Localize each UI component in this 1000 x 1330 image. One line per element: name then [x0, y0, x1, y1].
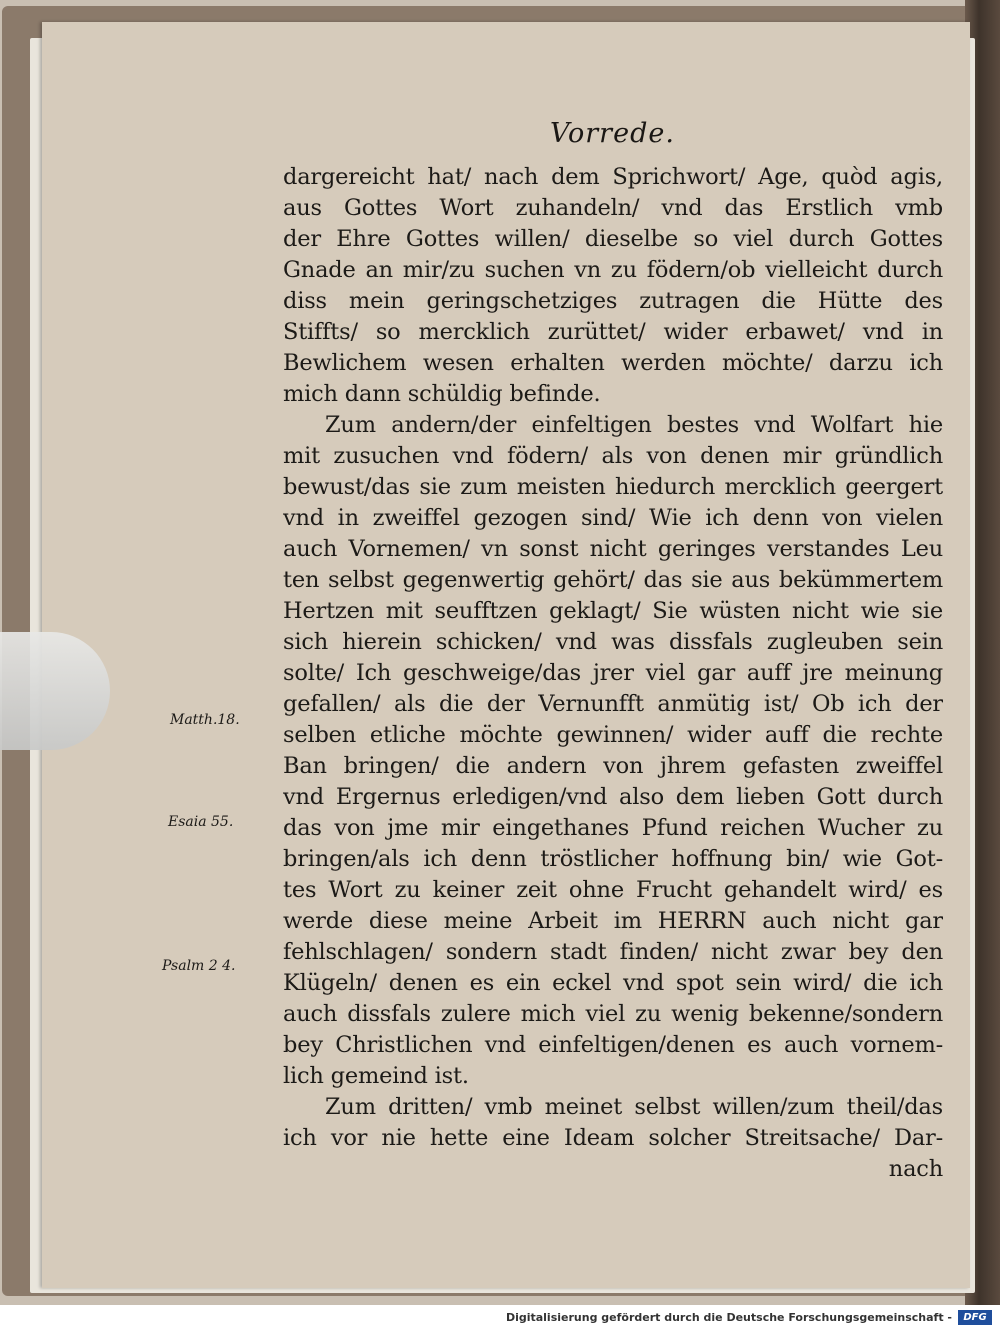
- text-line: dargereicht hat/ nach dem Sprichwort/ Age, quòd agis,: [283, 164, 943, 190]
- text-line: auch dissfals zulere mich viel zu wenig bekenne/sondern: [283, 1001, 943, 1027]
- text-line: vnd in zweiffel gezogen sind/ Wie ich denn von vielen: [283, 505, 943, 531]
- text-line: tes Wort zu keiner zeit ohne Frucht gehandelt wird/ es: [283, 877, 943, 903]
- text-line: werde diese meine Arbeit im HERRN auch nicht gar: [283, 908, 943, 934]
- text-line: der Ehre Gottes willen/ dieselbe so viel durch Gottes: [283, 226, 943, 252]
- text-line: aus Gottes Wort zuhandeln/ vnd das Erstlich vmb: [283, 195, 943, 221]
- text-line: Klügeln/ denen es ein eckel vnd spot sein wird/ die ich: [283, 970, 943, 996]
- text-block: [283, 162, 943, 1185]
- text-line: mit zusuchen vnd födern/ als von denen mir gründlich: [283, 443, 943, 469]
- margin-note-matthew: Matth.18.: [170, 712, 240, 728]
- text-line: ten selbst gegenwertig gehört/ das sie aus bekümmertem: [283, 567, 943, 593]
- text-line: mich dann schüldig befinde.: [283, 381, 601, 407]
- text-line: Ban bringen/ die andern von jhrem gefasten zweiffel: [283, 753, 943, 779]
- text-line: fehlschlagen/ sondern stadt finden/ nicht zwar bey den: [283, 939, 943, 965]
- text-line: gefallen/ als die der Vernunfft anmütig ist/ Ob ich der: [283, 691, 943, 717]
- margin-note-psalm: Psalm 2 4.: [162, 958, 236, 974]
- text-line: Stiffts/ so mercklich zurüttet/ wider erbawet/ vnd in: [283, 319, 943, 345]
- text-line: selben etliche möchte gewinnen/ wider auff die rechte: [283, 722, 943, 748]
- text-line: diss mein geringschetziges zutragen die Hütte des: [283, 288, 943, 314]
- text-line: Zum andern/der einfeltigen bestes vnd Wolfart hie: [325, 412, 943, 438]
- text-line: vnd Ergernus erledigen/vnd also dem lieben Gott durch: [283, 784, 943, 810]
- page-header: Vorrede.: [550, 118, 675, 149]
- footer-credit: Digitalisierung gefördert durch die Deutsche Forschungsgemeinschaft -: [505, 1311, 952, 1324]
- catchword: nach: [888, 1156, 943, 1182]
- footer-bar: [0, 1305, 1000, 1330]
- text-line: solte/ Ich geschweige/das jrer viel gar auff jre meinung: [283, 660, 943, 686]
- text-line: auch Vornemen/ vn sonst nicht geringes verstandes Leu: [283, 536, 943, 562]
- text-line: ich vor nie hette eine Ideam solcher Streitsache/ Dar-: [283, 1125, 943, 1151]
- dfg-logo: DFG: [958, 1310, 992, 1325]
- text-line: Gnade an mir/zu suchen vn zu födern/ob vielleicht durch: [283, 257, 943, 283]
- text-line: Zum dritten/ vmb meinet selbst willen/zum theil/das: [325, 1094, 943, 1120]
- margin-note-isaiah: Esaia 55.: [168, 814, 234, 830]
- text-line: Hertzen mit seufftzen geklagt/ Sie wüsten nicht wie sie: [283, 598, 943, 624]
- text-line: lich gemeind ist.: [283, 1063, 469, 1089]
- text-line: Bewlichem wesen erhalten werden möchte/ darzu ich: [283, 350, 943, 376]
- text-line: das von jme mir eingethanes Pfund reichen Wucher zu: [283, 815, 943, 841]
- text-line: bey Christlichen vnd einfeltigen/denen es auch vornem-: [283, 1032, 943, 1058]
- text-line: bewust/das sie zum meisten hiedurch mercklich geergert: [283, 474, 943, 500]
- text-line: bringen/als ich denn tröstlicher hoffnung bin/ wie Got-: [283, 846, 943, 872]
- text-line: sich hierein schicken/ vnd was dissfals zugleuben sein: [283, 629, 943, 655]
